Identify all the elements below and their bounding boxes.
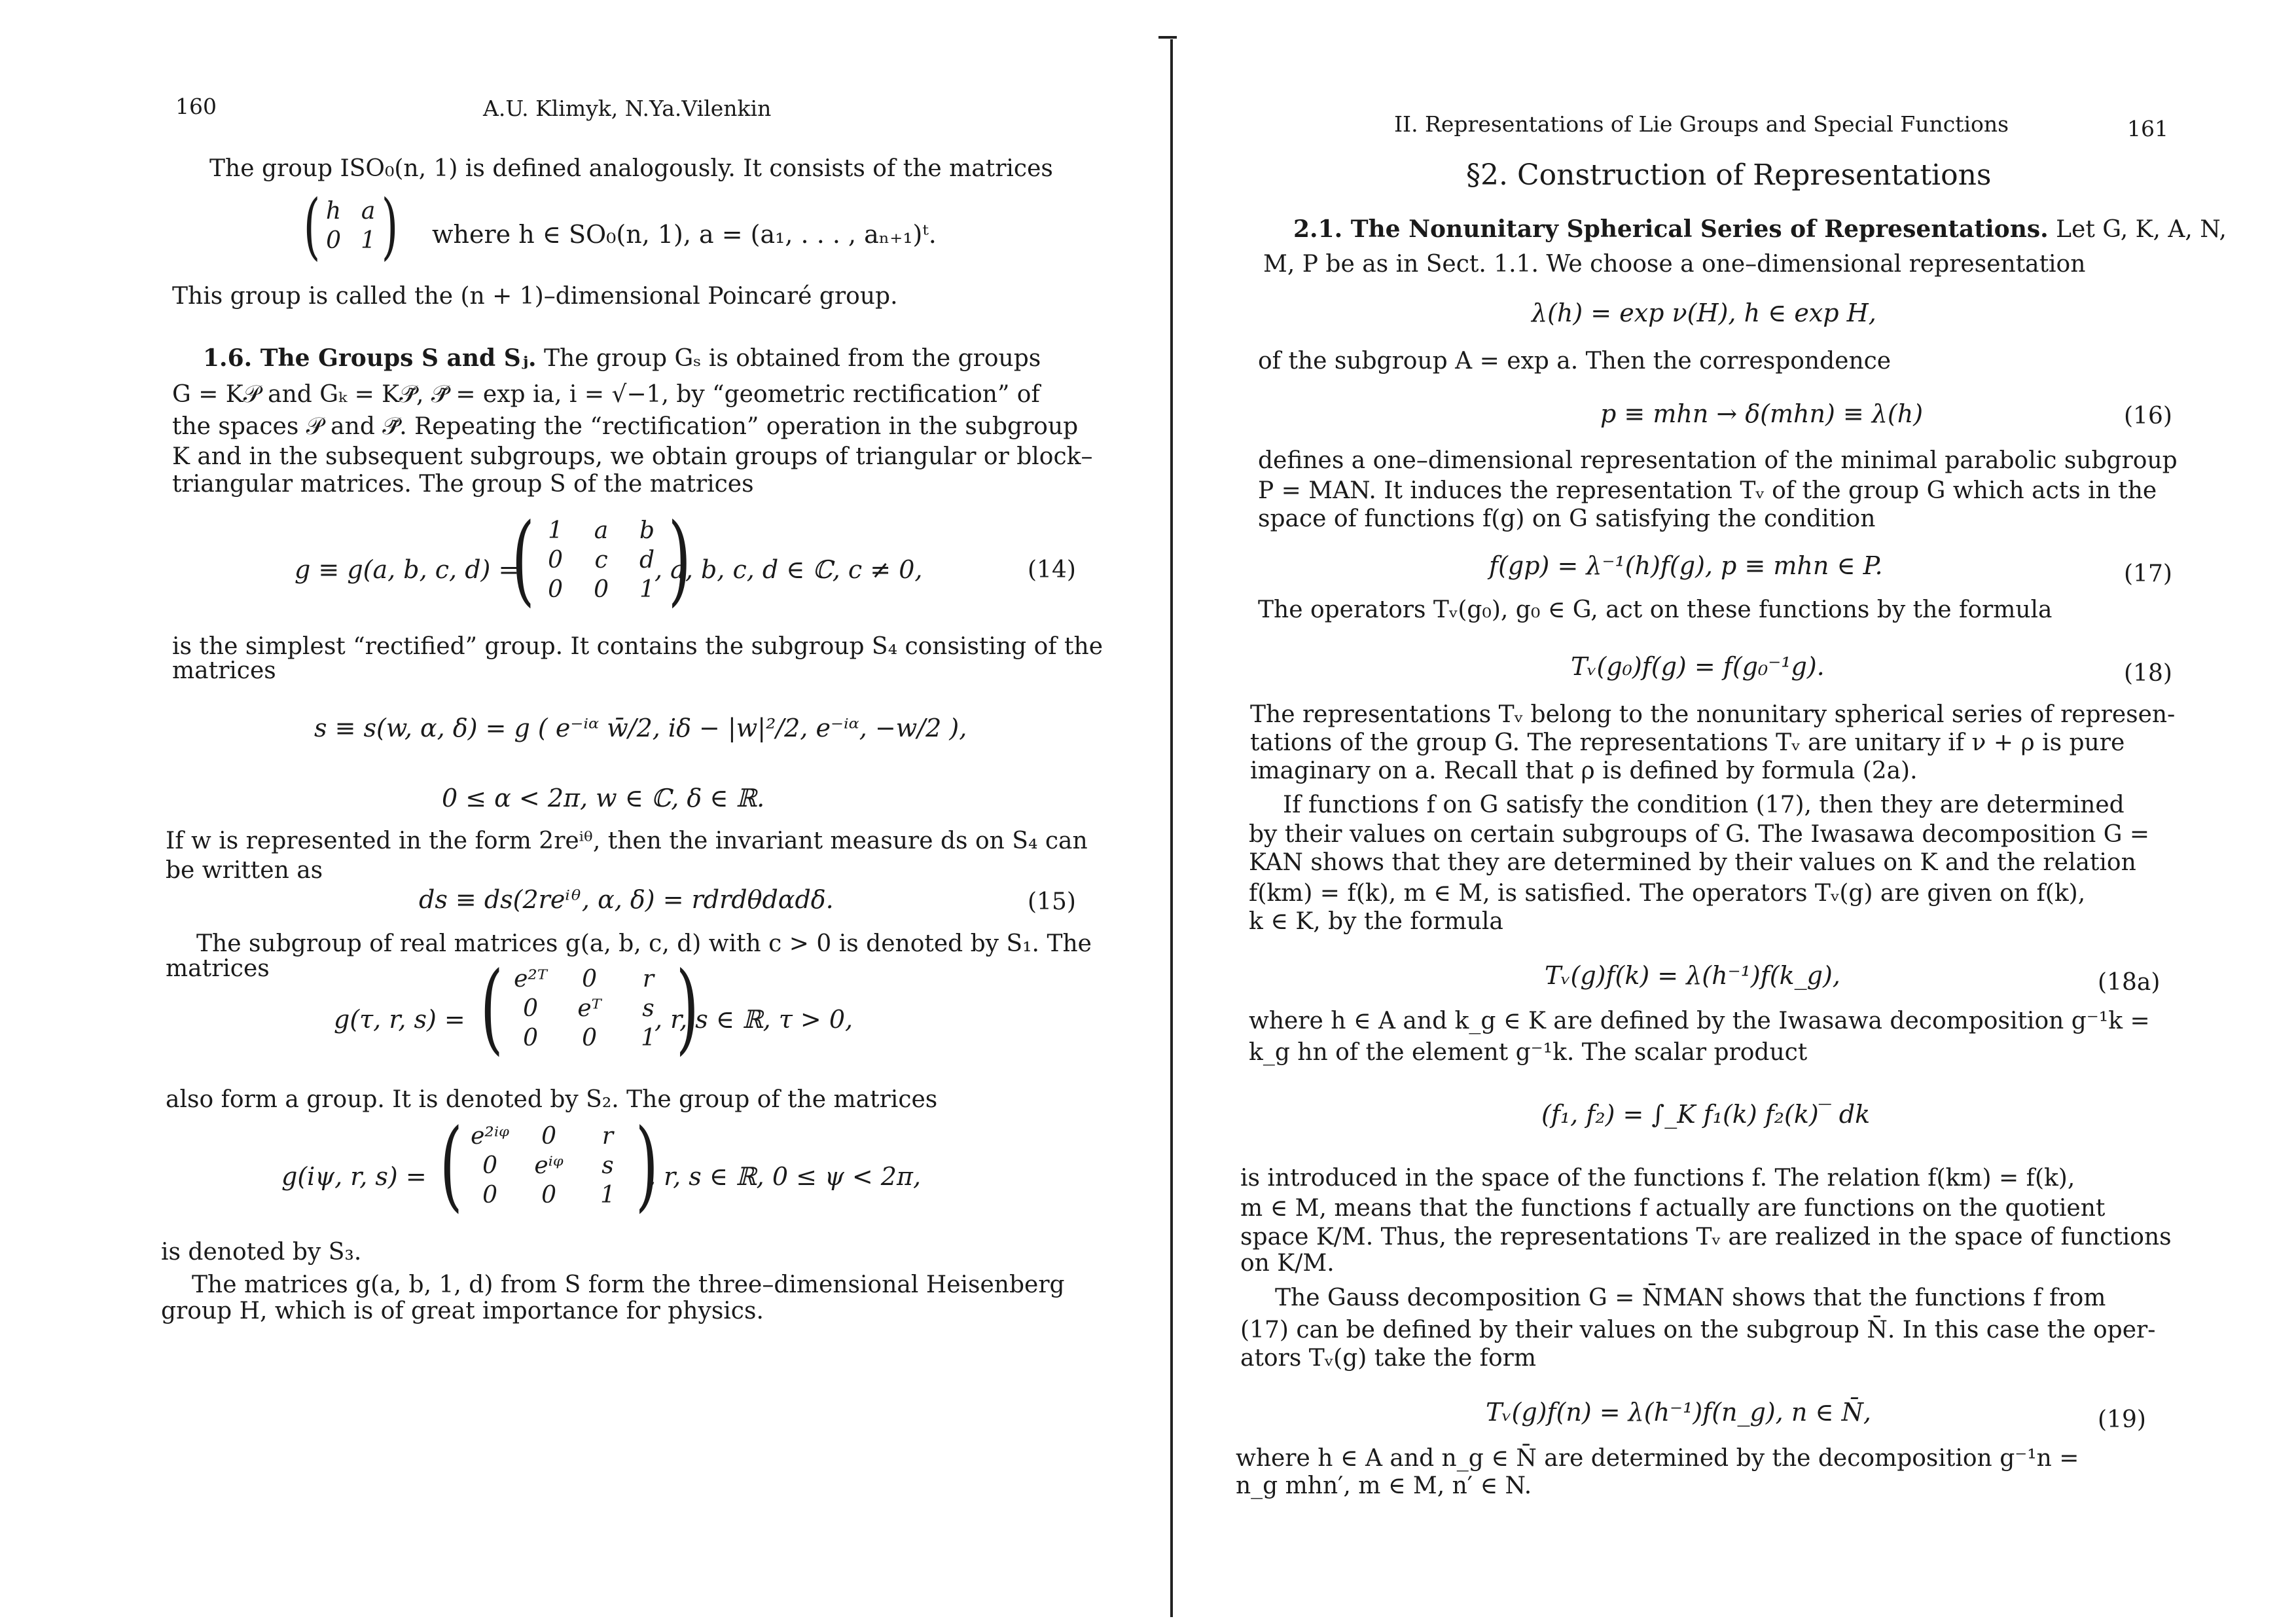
line: space K/M. Thus, the representations Tᵥ are realized in the space of functions — [1240, 1224, 2172, 1250]
line: matrices — [166, 955, 270, 982]
line: group H, which is of great importance for physics. — [161, 1298, 764, 1324]
line: n_g mhn′, m ∈ M, n′ ∈ N. — [1236, 1472, 1532, 1499]
equation-15: ds ≡ ds(2reⁱᶿ, α, δ) = rdrdθdαdδ. — [419, 885, 834, 914]
equation-s4-ranges: 0 ≤ α < 2π, w ∈ ℂ, δ ∈ ℝ. — [442, 784, 765, 812]
equation-number-17: (17) — [2124, 560, 2172, 587]
line: by their values on certain subgroups of G. The Iwasawa decomposition G = — [1249, 821, 2150, 848]
equation-scalar-product: (f₁, f₂) = ∫_K f₁(k) f₂(k)‾ dk — [1541, 1100, 1871, 1129]
line: tations of the group G. The representations Tᵥ are unitary if ν + ρ is pure — [1250, 729, 2125, 756]
line: is the simplest “rectified” group. It contains the subgroup S₄ consisting of the — [172, 633, 1103, 660]
equation-19: Tᵥ(g)f(n) = λ(h⁻¹)f(n_g), n ∈ N̄, — [1486, 1398, 1871, 1427]
line: imaginary on a. Recall that ρ is defined by formula (2a). — [1250, 757, 1918, 784]
line: If functions f on G satisfy the condition (17), then they are determined — [1283, 792, 2125, 818]
book-gutter — [1170, 39, 1173, 1617]
eqS2-conditions: , r, s ∈ ℝ, τ > 0, — [655, 1005, 853, 1034]
line: m ∈ M, means that the functions f actually are functions on the quotient — [1240, 1195, 2106, 1222]
line: defines a one–dimensional representation of the minimal parabolic subgroup — [1258, 447, 2178, 474]
matrix-h-a: ( h a 0 1 ) — [303, 184, 399, 268]
equation-16: p ≡ mhn → δ(mhn) ≡ λ(h) — [1600, 399, 1924, 428]
line: of the subgroup A = exp a. Then the correspondence — [1258, 348, 1892, 374]
line: the spaces 𝒫 and 𝒫̃. Repeating the “rectification” operation in the subgroup — [172, 413, 1079, 440]
line: The matrices g(a, b, 1, d) from S form the three–dimensional Heisenberg — [192, 1271, 1065, 1298]
eqS3-conditions: , r, s ∈ ℝ, 0 ≤ ψ < 2π, — [648, 1162, 922, 1191]
equation-number-14: (14) — [1028, 556, 1076, 583]
matrix-s2: ( e²ᵀ 0 r 0 eᵀ s 0 0 1 ) — [480, 951, 699, 1065]
equation-number-15: (15) — [1028, 888, 1076, 915]
line: K and in the subsequent subgroups, we obtain groups of triangular or block– — [172, 443, 1093, 470]
line: The Gauss decomposition G = N̄MAN shows that the functions f from — [1275, 1285, 2106, 1311]
line: where h ∈ A and k_g ∈ K are defined by the Iwasawa decomposition g⁻¹k = — [1249, 1008, 2150, 1034]
line: ators Tᵥ(g) take the form — [1240, 1345, 1536, 1372]
equation-18: Tᵥ(g₀)f(g) = f(g₀⁻¹g). — [1571, 652, 1825, 681]
line: is denoted by S₃. — [161, 1239, 362, 1266]
section-1-6: 1.6. The Groups S and Sⱼ. The group Gₛ is obtained from the groups — [203, 344, 1041, 372]
line: k ∈ K, by the formula — [1249, 908, 1503, 935]
equation-number-18a: (18a) — [2098, 969, 2161, 996]
equation-18a: Tᵥ(g)f(k) = λ(h⁻¹)f(k_g), — [1545, 961, 1840, 990]
line: This group is called the (n + 1)–dimensional Poincaré group. — [172, 283, 898, 310]
line: (17) can be defined by their values on the subgroup N̄. In this case the oper- — [1240, 1317, 2156, 1343]
line: M, P be as in Sect. 1.1. We choose a one–dimensional representation — [1263, 251, 2086, 278]
matrix-s3: ( e²ⁱᵠ 0 r 0 eⁱᵠ s 0 0 1 ) — [439, 1108, 658, 1222]
equation-number-19: (19) — [2098, 1406, 2146, 1433]
left-page-number: 160 — [175, 94, 217, 119]
line: space of functions f(g) on G satisfying the condition — [1258, 505, 1876, 532]
equation-number-16: (16) — [2124, 403, 2172, 429]
line: f(km) = f(k), m ∈ M, is satisfied. The operators Tᵥ(g) are given on f(k), — [1249, 880, 2086, 907]
equation-number-18: (18) — [2124, 660, 2172, 687]
line: is introduced in the space of the functions f. The relation f(km) = f(k), — [1240, 1165, 2075, 1192]
equation-where: where h ∈ SO₀(n, 1), a = (a₁, . . . , aₙ₊₁)ᵗ. — [432, 220, 937, 249]
section-title: §2. Construction of Representations — [1466, 158, 1992, 192]
line: The group ISO₀(n, 1) is defined analogously. It consists of the matrices — [209, 155, 1053, 182]
line: The operators Tᵥ(g₀), g₀ ∈ G, act on these functions by the formula — [1258, 596, 2053, 623]
equation-17: f(gp) = λ⁻¹(h)f(g), p ≡ mhn ∈ P. — [1489, 551, 1883, 580]
right-page-number: 161 — [2127, 116, 2168, 141]
eqS3-lhs: g(iψ, r, s) = — [281, 1162, 427, 1191]
right-page — [1178, 0, 2296, 1623]
subsection-2-1: 2.1. The Nonunitary Spherical Series of Representations. Let G, K, A, N, — [1293, 215, 2227, 243]
line: If w is represented in the form 2reⁱᶿ, then the invariant measure ds on S₄ can — [166, 828, 1088, 854]
subsection-heading: 2.1. The Nonunitary Spherical Series of Representations. — [1293, 215, 2049, 243]
line: G = K𝒫 and Gₖ = K𝒫̃, 𝒫̃ = exp ia, i = √−1, by “geometric rectification” of — [172, 381, 1040, 408]
line: k_g hn of the element g⁻¹k. The scalar product — [1249, 1039, 1808, 1066]
line: triangular matrices. The group S of the matrices — [172, 471, 754, 498]
equation-lambda: λ(h) = exp ν(H), h ∈ exp H, — [1532, 299, 1876, 327]
line: matrices — [172, 657, 276, 684]
line: The subgroup of real matrices g(a, b, c, d) with c > 0 is denoted by S₁. The — [196, 930, 1092, 957]
matrix-14: ( 1 a b 0 c d 0 0 1 ) — [511, 503, 691, 617]
right-running-head: II. Representations of Lie Groups and Special Functions — [1394, 111, 2009, 137]
eq14-lhs: g ≡ g(a, b, c, d) = — [295, 555, 520, 584]
line: where h ∈ A and n_g ∈ N̄ are determined by the decomposition g⁻¹n = — [1236, 1445, 2079, 1472]
line: be written as — [166, 857, 323, 884]
line: on K/M. — [1240, 1250, 1335, 1277]
subsection-heading: 1.6. The Groups S and Sⱼ. — [203, 344, 537, 372]
line: also form a group. It is denoted by S₂. The group of the matrices — [166, 1086, 938, 1113]
line: KAN shows that they are determined by their values on K and the relation — [1249, 849, 2136, 876]
line: P = MAN. It induces the representation Tᵥ of the group G which acts in the — [1258, 477, 2157, 504]
eq14-conditions: , a, b, c, d ∈ ℂ, c ≠ 0, — [655, 555, 923, 584]
line: The representations Tᵥ belong to the nonunitary spherical series of represen- — [1250, 701, 2176, 728]
eqS2-lhs: g(τ, r, s) = — [334, 1005, 465, 1034]
left-running-head: A.U. Klimyk, N.Ya.Vilenkin — [483, 96, 772, 121]
equation-s4: s ≡ s(w, α, δ) = g ( e⁻ⁱᵅ w̄/2, iδ − |w|²/2, e⁻ⁱᵅ, −w/2 ), — [314, 714, 967, 742]
